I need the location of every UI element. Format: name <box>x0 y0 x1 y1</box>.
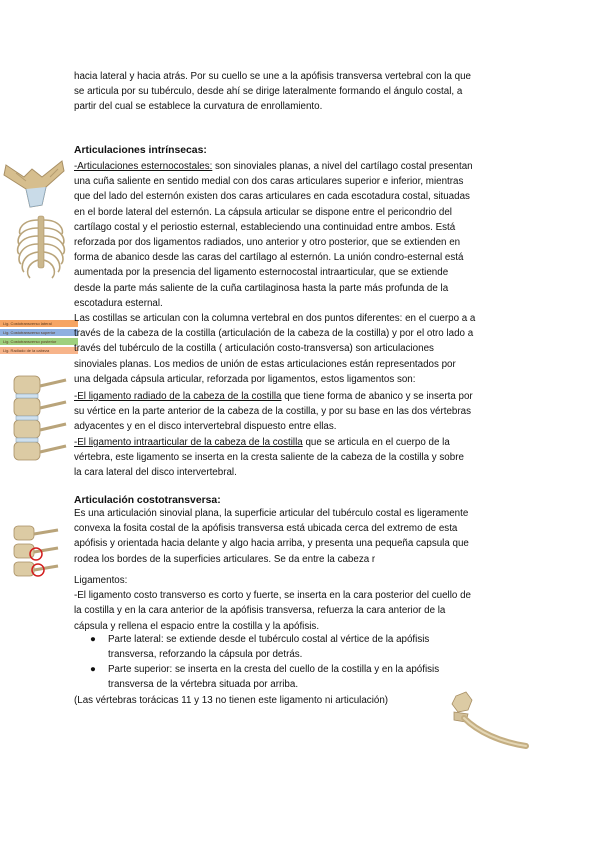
intro-line: partir del cual se establece la curvatura de enrollamiento. <box>74 101 323 113</box>
radiado-first-rest: que tiene forma de abanico y se inserta por <box>281 391 473 402</box>
intrinsecas-line: en el borde lateral del esternón. La cápsula articular se dispone entre el pericondrio del <box>74 206 452 218</box>
intrinsecas-line: una cuña saliente en sentido medial con dos caras articulares superior e inferior, mientras <box>74 176 464 188</box>
bullet-line: Parte lateral: se extiende desde el tubérculo costal al vértice de la apófisis <box>108 634 430 645</box>
intraarticular-paragraph <box>74 435 464 481</box>
legend-tag: Lig. Costotransverso posterior <box>0 338 78 345</box>
bullet-line: transversa, reforzando la cápsula por detrás. <box>108 649 303 661</box>
vertebrae-ligaments-illustration <box>4 372 70 466</box>
legend-tag: Lig. Costotransverso superior <box>0 329 78 336</box>
heading-costotransversa: Articulación costotransversa: <box>74 495 221 506</box>
bullet-dot: ● <box>90 634 96 645</box>
rib-vertebra-illustration <box>438 688 530 752</box>
vertebral-line: Las costillas se articulan con la columna vertebral en dos puntos diferentes: en el cuerpo a a <box>74 313 476 324</box>
intrinsecas-line: que del lado del esternón existen dos caras articulares en cada escotadura costal, situadas <box>74 191 470 203</box>
intrinsecas-first-rest: son sinoviales planas, a nivel del cartílago costal presentan <box>212 161 473 172</box>
vertebral-line: sinoviales planas. Los medios de unión de estas articulaciones están representados por <box>74 358 456 370</box>
intrinsecas-line: escotadura esternal. <box>74 297 163 309</box>
term-ligamento-radiado: -El ligamento radiado de la cabeza de la costilla <box>74 391 282 402</box>
costotransversa-line: convexa la fosita costal de la apófisis transversa está ubicada cerca del extremo de esta <box>74 523 458 535</box>
sternum-joint-illustration <box>2 155 68 213</box>
bullet-dot: ● <box>90 664 96 675</box>
intrinsecas-line: reforzada por dos ligamentos radiados, uno anterior y otro posterior, que se extienden en <box>74 237 461 249</box>
term-ligamento-intraarticular: -El ligamento intraarticular de la cabeza de la costilla <box>74 437 303 448</box>
intrinsecas-line: cartílago costal y el periostio esternal, estableciendo una continuidad entre ambos. Está <box>74 221 456 233</box>
radiado-paragraph <box>74 389 473 435</box>
bullet-item <box>90 632 429 662</box>
note-text: (Las vértebras torácicas 11 y 13 no tienen este ligamento ni articulación) <box>74 695 389 706</box>
intrinsecas-first-line <box>74 159 473 174</box>
intraarticular-first-rest: que se articula en el cuerpo de la <box>302 437 450 448</box>
intraarticular-line: la cara lateral del disco intervertebral. <box>74 467 237 479</box>
intro-line: hacia lateral y hacia atrás. Por su cuello se une a la apófisis transversa vertebral con la que <box>74 71 471 82</box>
term-esternocostales: -Articulaciones esternocostales: <box>74 161 213 172</box>
intro-line: se articula por su tubérculo, desde ahí se dirige lateralmente formando el ángulo costal, a <box>74 86 463 98</box>
vertebral-paragraph <box>74 311 475 387</box>
vertebral-line: través del tubérculo de la costilla ( articulación costo-transversa) son articulaciones <box>74 343 434 355</box>
intrinsecas-line: aumentada por la presencia del ligamento esternocostal intraarticular, que se extiende <box>74 267 449 279</box>
intrinsecas-paragraph <box>74 159 473 311</box>
radiado-line: adyacentes y en el disco intervertebral dispuesto entre ellas. <box>74 421 337 433</box>
ligamentos-line: la costilla y en la cara anterior de la apófisis transversa, refuerza la cara anterior de la <box>74 605 446 617</box>
radiado-line: su vértice en la parte anterior de la cabeza de la costilla, y por su base en las dos vértebras <box>74 406 471 418</box>
heading-intrinsecas: Articulaciones intrínsecas: <box>74 145 207 156</box>
rib-cage-illustration <box>14 210 68 282</box>
bullet-item <box>90 662 439 692</box>
intraarticular-line: vértebra, este ligamento se inserta en la cresta saliente de la cabeza de la costilla y sobre <box>74 452 464 464</box>
intrinsecas-line: desde la parte más saliente de la cuña cartilaginosa hasta la parte más profunda de la <box>74 282 449 294</box>
vertebral-line: una delgada cápsula articular, reforzada por ligamentos, estos ligamentos son: <box>74 373 416 385</box>
ligamentos-label: Ligamentos: <box>74 575 128 586</box>
ligamentos-line: -El ligamento costo transverso es corto y fuerte, se inserta en la cara posterior del cuello de <box>74 590 471 602</box>
legend-tag: Lig. Radiado de la cabeza <box>0 347 78 354</box>
intro-paragraph <box>74 69 471 115</box>
radiado-first-line <box>74 389 473 404</box>
intrinsecas-line: forma de abanico desde las caras del cartílago al esternón. La unión condro-esternal está <box>74 252 464 264</box>
costotransversa-paragraph <box>74 506 469 567</box>
bullet-line: Parte superior: se inserta en la cresta del cuello de la costilla y en la apófisis <box>108 664 440 675</box>
bullet-line: transversa de la vértebra situada por arriba. <box>108 679 299 691</box>
intraarticular-first-line <box>74 435 464 450</box>
costotransversa-line: apófisis y orientada hacia delante y algo hacia arriba, y presenta una pequeña capsula que <box>74 538 469 550</box>
costotransversa-line: Es una articulación sinovial plana, la superficie articular del tubérculo costal es ligeramente <box>74 508 469 519</box>
ligamentos-paragraph <box>74 573 471 634</box>
costotransverse-joint-illustration <box>6 524 62 584</box>
vertebral-line: través de la cabeza de la costilla (articulación de la cabeza de la costilla) y por el otro lado a <box>74 328 474 340</box>
ligamentos-line: cápsula y rellena el espacio entre la costilla y la apófisis. <box>74 620 320 632</box>
costotransversa-line: rodea los bordes de la superficies articulares. Se da entre la cabeza r <box>74 553 376 565</box>
legend-tag: Lig. Costotransverso lateral <box>0 320 78 327</box>
